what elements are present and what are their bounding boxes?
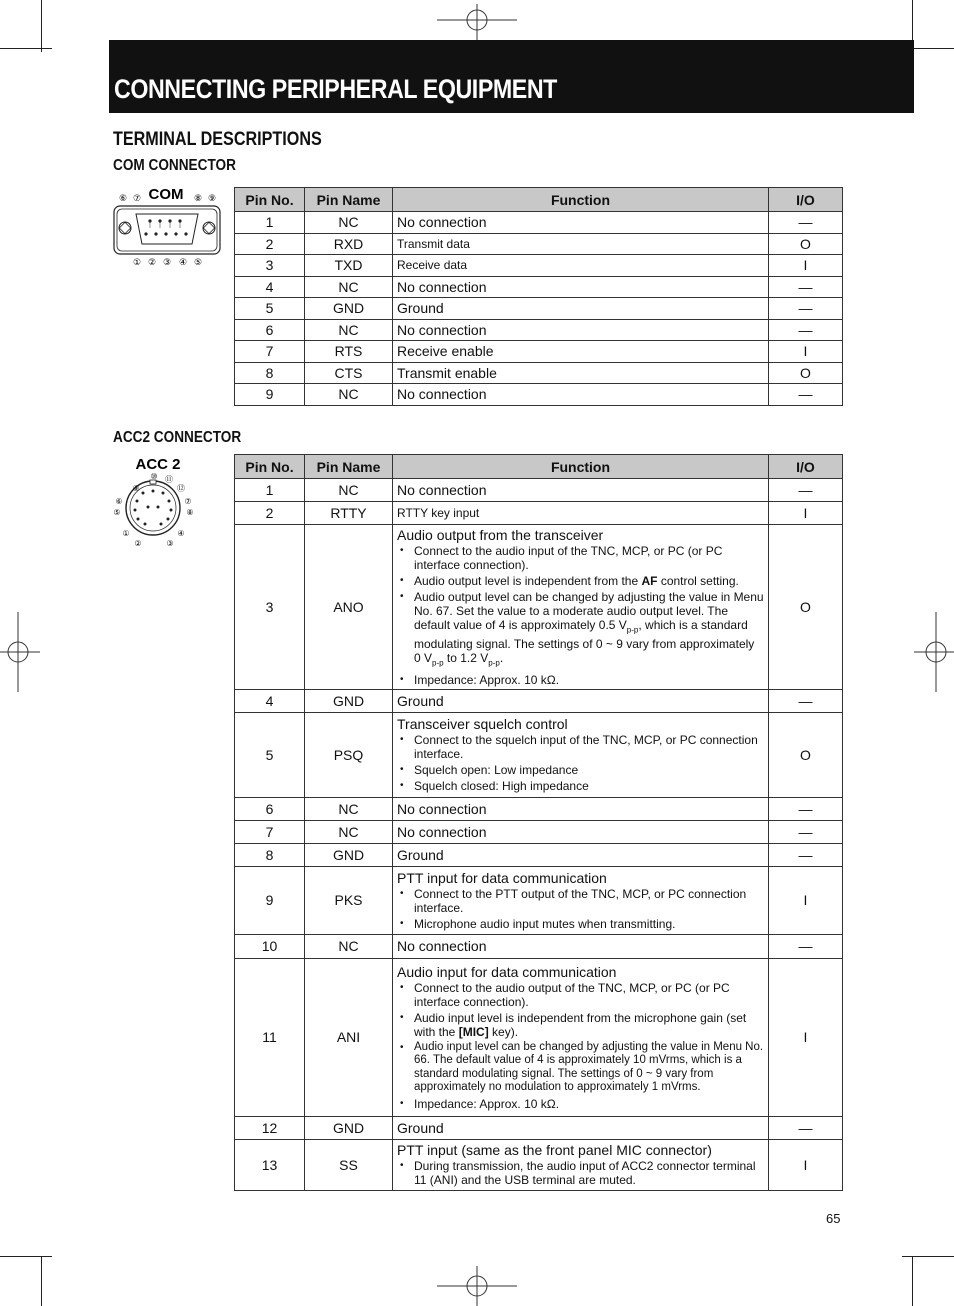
pin-function: Transmit enable: [393, 362, 769, 384]
pin-mark: ⑨: [207, 194, 217, 204]
bullet-bold-text: [MIC]: [458, 1024, 489, 1039]
pin-function: No connection: [393, 479, 769, 502]
pin-mark: ⑧: [193, 194, 203, 204]
pin-function: No connection: [393, 797, 769, 820]
pin-number: 4: [235, 276, 305, 298]
table-row: [235, 233, 843, 255]
pin-mark: ⑨: [132, 484, 140, 493]
table-row: [235, 298, 843, 320]
bullet-item: [397, 1011, 764, 1039]
table-row: [235, 843, 843, 866]
pin-mark: ④: [178, 258, 188, 268]
pin-function: No connection: [393, 934, 769, 958]
subscript: p-p: [626, 625, 639, 635]
pin-name: CTS: [305, 362, 393, 384]
pin-name: NC: [305, 384, 393, 406]
pin-function: No connection: [393, 276, 769, 298]
pin-io: —: [769, 934, 843, 958]
pin-name: NC: [305, 212, 393, 234]
pin-name: NC: [305, 319, 393, 341]
pin-name: ANI: [305, 958, 393, 1116]
bullet-list: [397, 981, 764, 1111]
pin-io: I: [769, 341, 843, 363]
pin-name: NC: [305, 934, 393, 958]
bullet-text: to 1.2 V: [443, 651, 489, 666]
pin-number: 9: [235, 866, 305, 934]
bullet-text: Audio output level is independent from the: [414, 574, 642, 588]
table-row: [235, 712, 843, 797]
pin-io: —: [769, 276, 843, 298]
bullet-text: control setting.: [657, 574, 739, 588]
pin-io: —: [769, 298, 843, 320]
pin-mark: ②: [134, 539, 142, 548]
bullet-text: .: [499, 651, 504, 666]
pin-number: 11: [235, 958, 305, 1116]
pin-io: O: [769, 233, 843, 255]
pin-number: 2: [235, 233, 305, 255]
bullet-item: • Audio input level can be changed by adjusting the value in Menu No. 66. The default value of 4 is approximately 10 mVrms, which is a standard modulating signal. The settings of 0 ~ 9 vary from approximately no modulation to approximately 1 mVrms.: [397, 1041, 764, 1095]
section-title: TERMINAL DESCRIPTIONS: [113, 129, 322, 150]
registration-mark-left: [0, 612, 40, 692]
pin-number: 5: [235, 712, 305, 797]
bullet-list: [397, 1159, 764, 1187]
pin-name: PSQ: [305, 712, 393, 797]
pin-number: 6: [235, 319, 305, 341]
table-header-row: [235, 188, 843, 212]
pin-number: 7: [235, 820, 305, 843]
bullet-bold-text: AF: [641, 574, 658, 588]
pin-number: 12: [235, 1116, 305, 1139]
column-header-io: I/O: [769, 188, 843, 212]
pin-function: [393, 958, 769, 1116]
bullet-list: [397, 544, 764, 687]
pin-mark: ⑤: [113, 508, 121, 517]
pin-io: —: [769, 479, 843, 502]
pin-mark: ②: [147, 258, 157, 268]
pin-function: [393, 1139, 769, 1190]
pin-io: —: [769, 843, 843, 866]
bullet-item: • Squelch open: Low impedance: [397, 763, 764, 777]
pin-function: Receive data: [393, 255, 769, 277]
com-connector-label: COM: [148, 186, 184, 203]
pin-mark: ①: [132, 258, 142, 268]
table-row: [235, 502, 843, 525]
table-row: [235, 525, 843, 690]
pin-io: —: [769, 820, 843, 843]
header-bar: [109, 40, 914, 113]
pin-function: Ground: [393, 1116, 769, 1139]
pin-mark: ⑫: [177, 484, 185, 493]
bullet-list: [397, 887, 764, 931]
pin-io: —: [769, 319, 843, 341]
table-row: [235, 276, 843, 298]
acc2-connector-title: ACC2 CONNECTOR: [113, 429, 242, 446]
pin-name: GND: [305, 843, 393, 866]
com-pin-table: [234, 187, 843, 406]
pin-name: RTS: [305, 341, 393, 363]
table-row: [235, 1139, 843, 1190]
pin-mark: ⑪: [165, 475, 173, 484]
subscript: p-p: [432, 658, 444, 668]
pin-io: O: [769, 712, 843, 797]
registration-mark-bottom: [437, 1266, 517, 1306]
pin-number: 2: [235, 502, 305, 525]
column-header-io: I/O: [769, 455, 843, 479]
pin-mark: ③: [166, 539, 174, 548]
pin-name: GND: [305, 689, 393, 712]
pin-name: RTTY: [305, 502, 393, 525]
com-connector-title: COM CONNECTOR: [113, 157, 236, 174]
bullet-item: • Impedance: Approx. 10 kΩ.: [397, 1097, 764, 1111]
pin-mark: ⑦: [184, 497, 192, 506]
bullet-item: • Microphone audio input mutes when transmitting.: [397, 917, 764, 931]
pin-name: ANO: [305, 525, 393, 690]
pin-io: I: [769, 255, 843, 277]
pin-io: I: [769, 1139, 843, 1190]
pin-name: GND: [305, 1116, 393, 1139]
pin-number: 13: [235, 1139, 305, 1190]
page-number: 65: [826, 1211, 841, 1226]
pin-io: —: [769, 1116, 843, 1139]
pin-number: 8: [235, 362, 305, 384]
pin-function: [393, 866, 769, 934]
pin-function: [393, 525, 769, 690]
pin-mark: ⑥: [118, 194, 128, 204]
table-header-row: [235, 455, 843, 479]
bullet-item: • Squelch closed: High impedance: [397, 779, 764, 793]
pin-mark: ⑦: [132, 194, 142, 204]
pin-number: 9: [235, 384, 305, 406]
function-heading: Audio output from the transceiver: [397, 527, 604, 543]
bullet-item: • Connect to the PTT output of the TNC, MCP, or PC connection interface.: [397, 887, 764, 915]
table-row: [235, 689, 843, 712]
table-row: [235, 384, 843, 406]
table-row: [235, 820, 843, 843]
subscript: p-p: [488, 658, 500, 668]
registration-mark-right: [914, 612, 954, 692]
bullet-item: • Connect to the audio input of the TNC, MCP, or PC (or PC interface connection).: [397, 544, 764, 572]
pin-number: 8: [235, 843, 305, 866]
bullet-item: • Connect to the audio output of the TNC, MCP, or PC (or PC interface connection).: [397, 981, 764, 1009]
column-header-pin-no: Pin No.: [235, 188, 305, 212]
pin-number: 1: [235, 212, 305, 234]
table-row: [235, 319, 843, 341]
acc2-connector-label: ACC 2: [135, 456, 181, 473]
table-row: [235, 958, 843, 1116]
column-header-pin-no: Pin No.: [235, 455, 305, 479]
pin-name: NC: [305, 479, 393, 502]
pin-io: O: [769, 525, 843, 690]
pin-number: 6: [235, 797, 305, 820]
pin-number: 5: [235, 298, 305, 320]
table-row: [235, 255, 843, 277]
pin-number: 1: [235, 479, 305, 502]
pin-io: —: [769, 212, 843, 234]
registration-mark-top: [437, 4, 517, 40]
pin-function: Receive enable: [393, 341, 769, 363]
pin-function: Transmit data: [393, 233, 769, 255]
pin-io: I: [769, 866, 843, 934]
pin-name: NC: [305, 820, 393, 843]
pin-name: NC: [305, 276, 393, 298]
page-title: CONNECTING PERIPHERAL EQUIPMENT: [114, 74, 557, 104]
column-header-pin-name: Pin Name: [305, 455, 393, 479]
pin-io: I: [769, 958, 843, 1116]
bullet-text: Audio input level is independent from the microphone gain (set with the: [414, 1010, 747, 1039]
pin-number: 10: [235, 934, 305, 958]
pin-mark: ①: [122, 529, 130, 538]
pin-name: PKS: [305, 866, 393, 934]
table-row: [235, 1116, 843, 1139]
pin-function: Ground: [393, 843, 769, 866]
column-header-function: Function: [393, 455, 769, 479]
acc2-connector-diagram: [110, 455, 198, 551]
bullet-list: [397, 733, 764, 793]
pin-name: NC: [305, 797, 393, 820]
pin-function: No connection: [393, 319, 769, 341]
pin-mark: ⑩: [150, 472, 158, 481]
column-header-pin-name: Pin Name: [305, 188, 393, 212]
com-connector-diagram: [112, 184, 224, 270]
table-row: [235, 212, 843, 234]
pin-number: 3: [235, 255, 305, 277]
bullet-item: [397, 574, 764, 588]
table-row: [235, 479, 843, 502]
pin-io: —: [769, 797, 843, 820]
pin-mark: ⑧: [186, 508, 194, 517]
function-heading: Transceiver squelch control: [397, 716, 568, 733]
pin-io: I: [769, 502, 843, 525]
column-header-function: Function: [393, 188, 769, 212]
pin-function: Ground: [393, 298, 769, 320]
pin-name: TXD: [305, 255, 393, 277]
function-heading: PTT input (same as the front panel MIC connector): [397, 1142, 712, 1159]
bullet-text: Audio output level can be changed by adjusting the value in Menu No. 67. Set the value to a moderate audio output level. The default value of 4 is approximately 0.5 V: [414, 590, 764, 632]
pin-io: —: [769, 689, 843, 712]
pin-mark: ⑥: [115, 497, 123, 506]
acc2-pin-table: [234, 454, 843, 1191]
pin-function: No connection: [393, 820, 769, 843]
pin-mark: ⑬: [149, 537, 157, 545]
function-heading: Audio input for data communication: [397, 963, 617, 980]
table-row: [235, 362, 843, 384]
pin-name: SS: [305, 1139, 393, 1190]
pin-function: No connection: [393, 212, 769, 234]
pin-io: —: [769, 384, 843, 406]
table-row: [235, 797, 843, 820]
function-heading: PTT input for data communication: [397, 869, 607, 886]
bullet-text: key).: [488, 1024, 519, 1039]
pin-name: GND: [305, 298, 393, 320]
pin-function: RTTY key input: [393, 502, 769, 525]
pin-function: Ground: [393, 689, 769, 712]
pin-function: No connection: [393, 384, 769, 406]
pin-mark: ⑤: [193, 258, 203, 268]
pin-number: 7: [235, 341, 305, 363]
table-row: [235, 866, 843, 934]
bullet-item: • Connect to the squelch input of the TNC, MCP, or PC connection interface.: [397, 733, 764, 761]
pin-number: 4: [235, 689, 305, 712]
bullet-item: • Impedance: Approx. 10 kΩ.: [397, 673, 764, 687]
pin-mark: ③: [162, 258, 172, 268]
table-row: [235, 341, 843, 363]
pin-io: O: [769, 362, 843, 384]
pin-name: RXD: [305, 233, 393, 255]
bullet-item: [397, 590, 764, 671]
bullet-item: • During transmission, the audio input of ACC2 connector terminal 11 (ANI) and the USB terminal are muted.: [397, 1159, 764, 1187]
bullet-text: , which is a standard modulating signal. The settings of 0 ~ 9 vary from approximately 0 V: [414, 618, 755, 666]
pin-function: [393, 712, 769, 797]
pin-number: 3: [235, 525, 305, 690]
pin-mark: ④: [177, 529, 185, 538]
table-row: [235, 934, 843, 958]
